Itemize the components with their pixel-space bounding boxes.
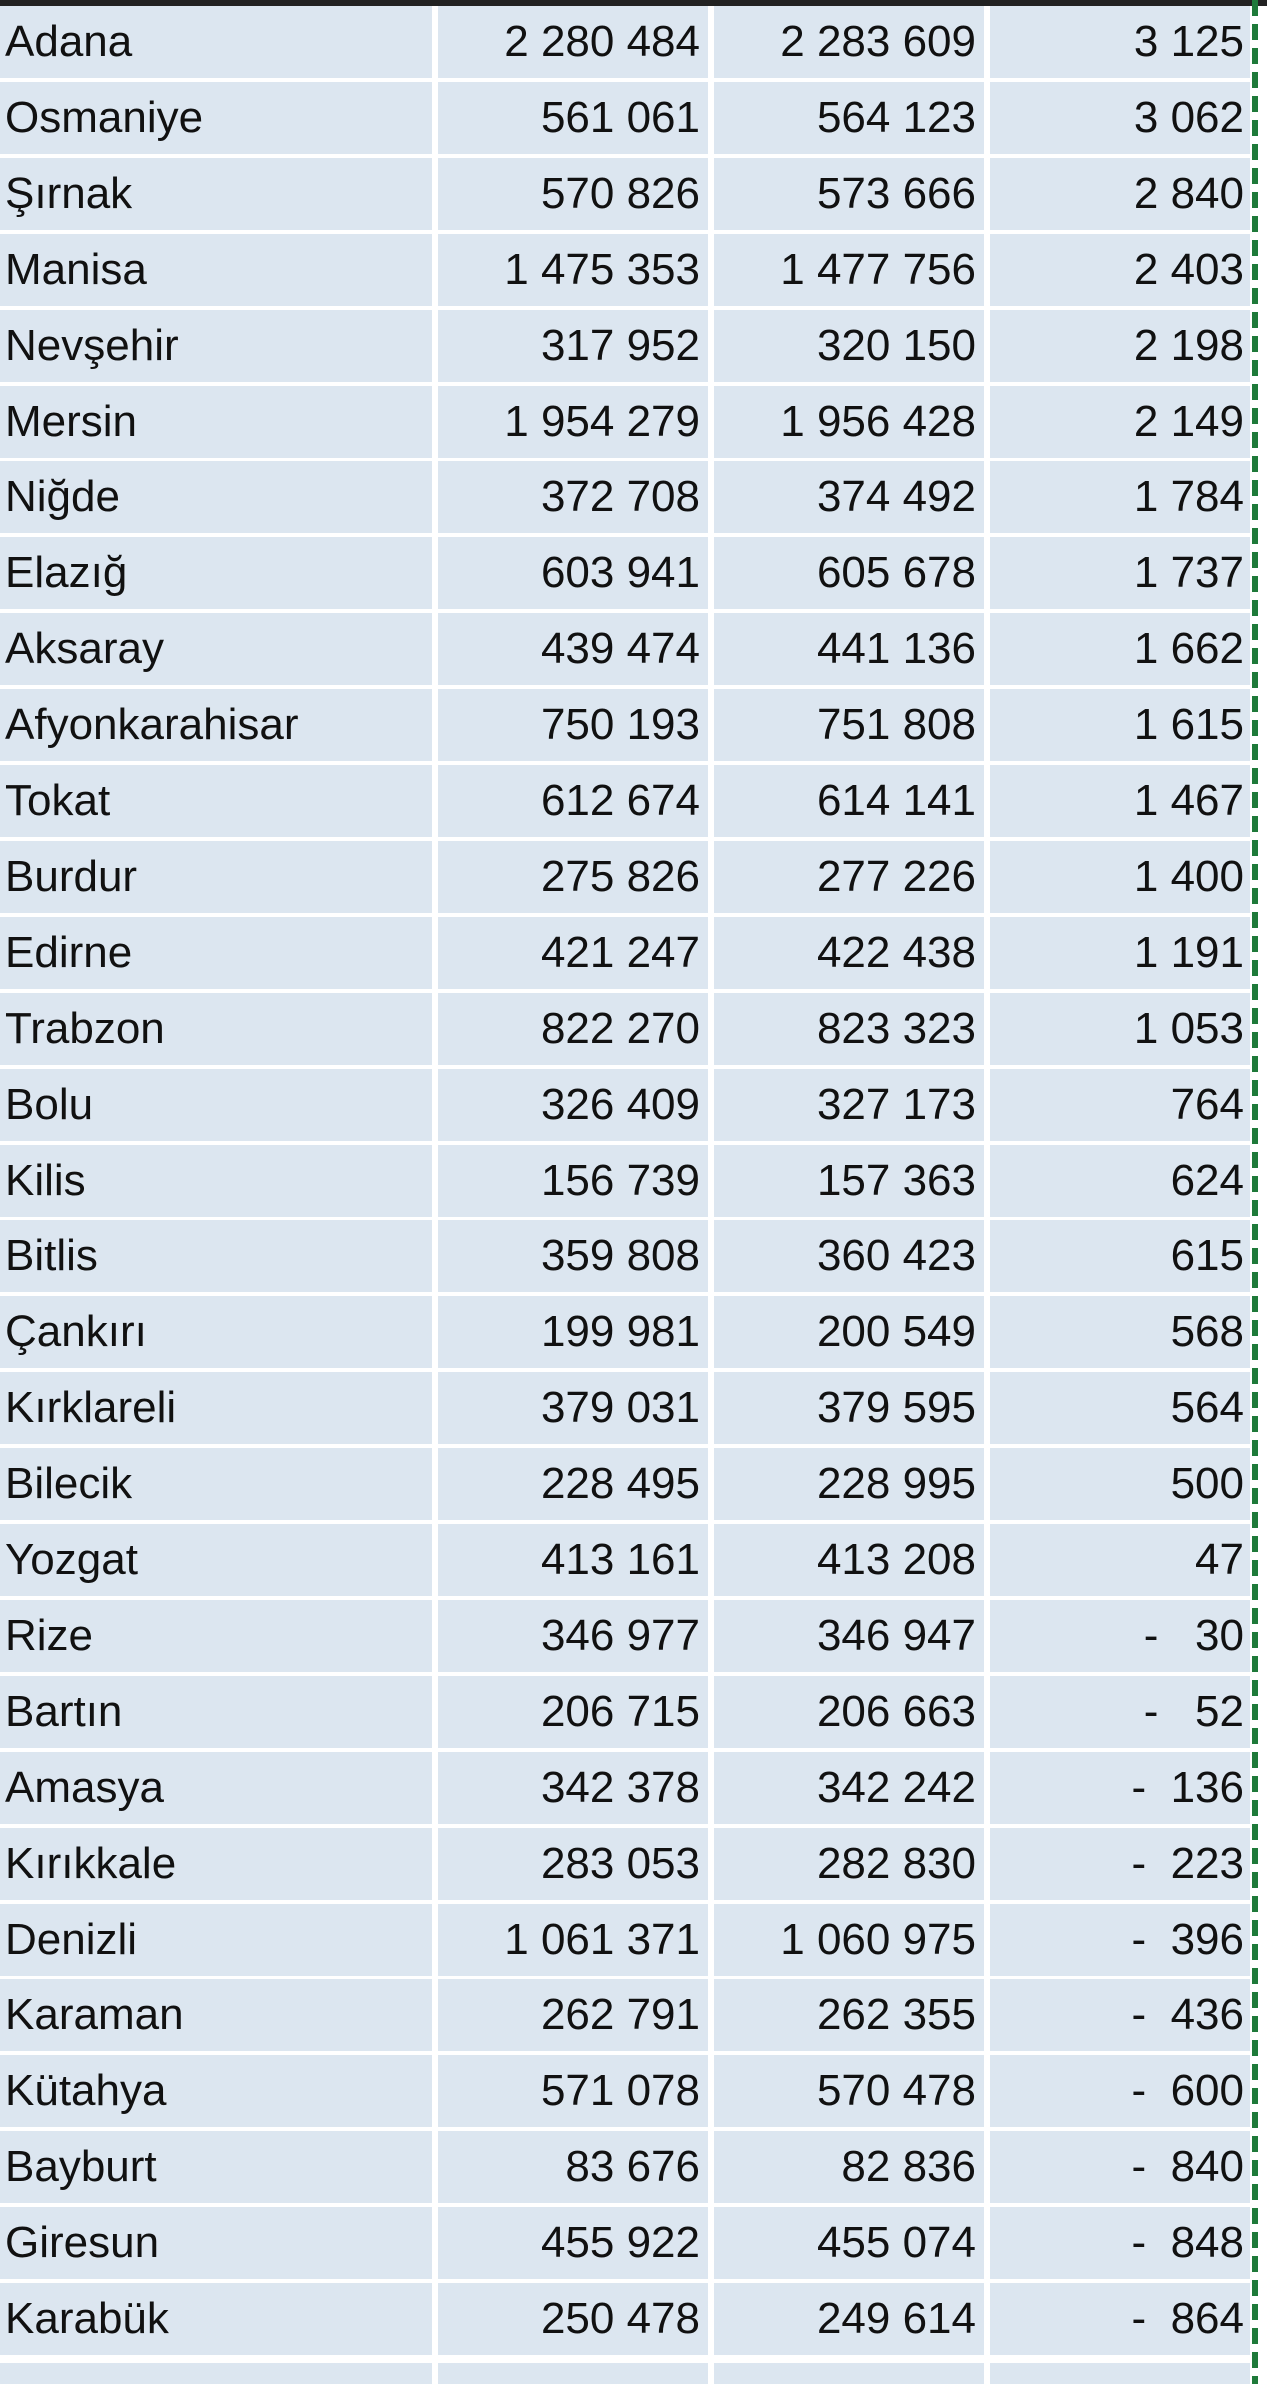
province-cell[interactable]: Yozgat bbox=[0, 1524, 432, 1596]
population-year1-cell[interactable]: 346 977 bbox=[438, 1600, 708, 1672]
population-change-cell[interactable]: 1 615 bbox=[990, 689, 1250, 761]
population-change-cell[interactable]: - 30 bbox=[990, 1600, 1250, 1672]
province-population-table bbox=[0, 6, 1250, 2384]
population-year1-cell[interactable]: 1 061 371 bbox=[438, 1904, 708, 1976]
population-year1-cell[interactable]: 612 674 bbox=[438, 765, 708, 837]
population-year1-cell[interactable]: 317 952 bbox=[438, 310, 708, 382]
population-year2-cell[interactable]: 206 663 bbox=[714, 1676, 984, 1748]
population-year1-cell[interactable]: 571 078 bbox=[438, 2055, 708, 2127]
province-cell[interactable]: Karaman bbox=[0, 1979, 432, 2051]
population-year1-cell[interactable]: 283 053 bbox=[438, 1828, 708, 1900]
population-year2-cell[interactable]: 228 995 bbox=[714, 1448, 984, 1520]
population-year1-cell[interactable]: 561 061 bbox=[438, 82, 708, 154]
population-change-cell[interactable]: 1 400 bbox=[990, 841, 1250, 913]
population-year1-cell[interactable]: 199 981 bbox=[438, 1296, 708, 1368]
province-cell[interactable]: Şırnak bbox=[0, 158, 432, 230]
population-year2-cell[interactable]: 751 808 bbox=[714, 689, 984, 761]
population-year1-cell[interactable]: 326 409 bbox=[438, 1069, 708, 1141]
table-row[interactable] bbox=[0, 461, 1250, 537]
population-change-cell[interactable]: 3 062 bbox=[990, 82, 1250, 154]
table-row[interactable] bbox=[0, 1752, 1250, 1828]
table-row[interactable] bbox=[0, 1372, 1250, 1448]
population-year2-cell[interactable]: 614 141 bbox=[714, 765, 984, 837]
table-row[interactable] bbox=[0, 6, 1250, 82]
population-change-cell[interactable]: - 396 bbox=[990, 1904, 1250, 1976]
population-year2-cell[interactable]: 1 060 975 bbox=[714, 1904, 984, 1976]
population-year1-cell[interactable]: 342 378 bbox=[438, 1752, 708, 1824]
population-change-cell[interactable]: 1 784 bbox=[990, 461, 1250, 533]
population-year2-cell[interactable]: 277 226 bbox=[714, 841, 984, 913]
province-cell[interactable]: Giresun bbox=[0, 2207, 432, 2279]
province-cell[interactable]: Adana bbox=[0, 6, 432, 78]
table-row[interactable] bbox=[0, 993, 1250, 1069]
population-year2-cell[interactable]: 320 150 bbox=[714, 310, 984, 382]
population-year2-cell[interactable]: 441 136 bbox=[714, 613, 984, 685]
population-year1-cell[interactable]: 603 941 bbox=[438, 537, 708, 609]
table-row[interactable] bbox=[0, 1220, 1250, 1296]
province-cell[interactable]: Kırıkkale bbox=[0, 1828, 432, 1900]
population-year1-cell[interactable]: 156 739 bbox=[438, 1145, 708, 1217]
population-change-cell[interactable]: 624 bbox=[990, 1145, 1250, 1217]
population-change-cell[interactable]: 2 149 bbox=[990, 386, 1250, 458]
selection-marquee-border bbox=[1252, 0, 1258, 2384]
population-change-cell[interactable]: 2 840 bbox=[990, 158, 1250, 230]
population-year2-cell[interactable]: 282 830 bbox=[714, 1828, 984, 1900]
population-year1-cell[interactable]: 1 475 353 bbox=[438, 234, 708, 306]
table-row[interactable] bbox=[0, 1676, 1250, 1752]
population-year2-cell[interactable]: 570 478 bbox=[714, 2055, 984, 2127]
population-year1-cell[interactable]: 83 676 bbox=[438, 2131, 708, 2203]
table-row[interactable] bbox=[0, 82, 1250, 158]
population-year2-cell[interactable]: 1 477 756 bbox=[714, 234, 984, 306]
population-year1-cell[interactable]: 275 826 bbox=[438, 841, 708, 913]
table-row[interactable] bbox=[0, 765, 1250, 841]
province-cell[interactable]: Mersin bbox=[0, 386, 432, 458]
table-row[interactable] bbox=[0, 1145, 1250, 1221]
table-row[interactable] bbox=[0, 1296, 1250, 1372]
table-row[interactable] bbox=[0, 613, 1250, 689]
province-cell[interactable]: Kırklareli bbox=[0, 1372, 432, 1444]
table-row[interactable] bbox=[0, 689, 1250, 765]
table-row[interactable] bbox=[0, 386, 1250, 462]
population-year2-cell[interactable]: 346 947 bbox=[714, 1600, 984, 1672]
population-change-cell[interactable]: 615 bbox=[990, 1220, 1250, 1292]
population-year2-cell[interactable]: 2 283 609 bbox=[714, 6, 984, 78]
next-row-partial bbox=[0, 2363, 1250, 2384]
population-year1-cell[interactable]: 372 708 bbox=[438, 461, 708, 533]
population-year1-cell[interactable]: 228 495 bbox=[438, 1448, 708, 1520]
population-year2-cell[interactable]: 823 323 bbox=[714, 993, 984, 1065]
population-year2-cell[interactable]: 564 123 bbox=[714, 82, 984, 154]
population-year2-cell[interactable]: 342 242 bbox=[714, 1752, 984, 1824]
population-change-cell[interactable]: 500 bbox=[990, 1448, 1250, 1520]
province-cell[interactable]: Denizli bbox=[0, 1904, 432, 1976]
population-year2-cell[interactable]: 455 074 bbox=[714, 2207, 984, 2279]
province-cell[interactable]: Trabzon bbox=[0, 993, 432, 1065]
table-row[interactable] bbox=[0, 1524, 1250, 1600]
population-year2-cell[interactable]: 200 549 bbox=[714, 1296, 984, 1368]
province-cell[interactable]: Kütahya bbox=[0, 2055, 432, 2127]
population-change-cell[interactable]: 1 467 bbox=[990, 765, 1250, 837]
table-row[interactable] bbox=[0, 234, 1250, 310]
province-cell[interactable]: Karabük bbox=[0, 2283, 432, 2355]
table-row[interactable] bbox=[0, 2283, 1250, 2359]
population-year1-cell[interactable]: 822 270 bbox=[438, 993, 708, 1065]
population-year1-cell[interactable]: 439 474 bbox=[438, 613, 708, 685]
province-cell[interactable]: Bilecik bbox=[0, 1448, 432, 1520]
province-cell[interactable]: Burdur bbox=[0, 841, 432, 913]
population-year2-cell[interactable]: 1 956 428 bbox=[714, 386, 984, 458]
population-change-cell[interactable]: - 864 bbox=[990, 2283, 1250, 2355]
table-row[interactable] bbox=[0, 1979, 1250, 2055]
population-change-cell[interactable]: 3 125 bbox=[990, 6, 1250, 78]
population-change-cell[interactable]: - 840 bbox=[990, 2131, 1250, 2203]
population-year1-cell[interactable]: 421 247 bbox=[438, 917, 708, 989]
table-row[interactable] bbox=[0, 2055, 1250, 2131]
population-change-cell[interactable]: 1 053 bbox=[990, 993, 1250, 1065]
province-cell[interactable]: Tokat bbox=[0, 765, 432, 837]
population-change-cell[interactable]: - 136 bbox=[990, 1752, 1250, 1824]
population-year2-cell[interactable]: 360 423 bbox=[714, 1220, 984, 1292]
table-row[interactable] bbox=[0, 2207, 1250, 2283]
population-year1-cell[interactable]: 206 715 bbox=[438, 1676, 708, 1748]
population-change-cell[interactable]: - 600 bbox=[990, 2055, 1250, 2127]
population-year2-cell[interactable]: 327 173 bbox=[714, 1069, 984, 1141]
province-cell[interactable]: Bayburt bbox=[0, 2131, 432, 2203]
population-year2-cell[interactable]: 413 208 bbox=[714, 1524, 984, 1596]
population-year2-cell[interactable]: 379 595 bbox=[714, 1372, 984, 1444]
table-row[interactable] bbox=[0, 1448, 1250, 1524]
population-year1-cell[interactable]: 2 280 484 bbox=[438, 6, 708, 78]
population-change-cell[interactable]: - 848 bbox=[990, 2207, 1250, 2279]
population-year1-cell[interactable]: 455 922 bbox=[438, 2207, 708, 2279]
province-cell[interactable]: Bitlis bbox=[0, 1220, 432, 1292]
province-cell[interactable]: Bartın bbox=[0, 1676, 432, 1748]
province-cell[interactable]: Aksaray bbox=[0, 613, 432, 685]
population-change-cell[interactable]: 764 bbox=[990, 1069, 1250, 1141]
table-row[interactable] bbox=[0, 158, 1250, 234]
population-year1-cell[interactable]: 1 954 279 bbox=[438, 386, 708, 458]
table-row[interactable] bbox=[0, 841, 1250, 917]
province-cell[interactable]: Amasya bbox=[0, 1752, 432, 1824]
province-cell[interactable]: Rize bbox=[0, 1600, 432, 1672]
population-year2-cell[interactable]: 157 363 bbox=[714, 1145, 984, 1217]
table-row[interactable] bbox=[0, 1069, 1250, 1145]
province-cell[interactable]: Elazığ bbox=[0, 537, 432, 609]
province-cell[interactable]: Edirne bbox=[0, 917, 432, 989]
province-cell[interactable]: Bolu bbox=[0, 1069, 432, 1141]
table-row[interactable] bbox=[0, 537, 1250, 613]
population-year1-cell[interactable]: 250 478 bbox=[438, 2283, 708, 2355]
population-change-cell[interactable]: 1 662 bbox=[990, 613, 1250, 685]
province-cell[interactable]: Kilis bbox=[0, 1145, 432, 1217]
province-cell[interactable]: Nevşehir bbox=[0, 310, 432, 382]
population-year1-cell[interactable]: 750 193 bbox=[438, 689, 708, 761]
table-row[interactable] bbox=[0, 310, 1250, 386]
table-row[interactable] bbox=[0, 1600, 1250, 1676]
table-row[interactable] bbox=[0, 1904, 1250, 1980]
population-change-cell[interactable]: 2 198 bbox=[990, 310, 1250, 382]
population-year2-cell[interactable]: 82 836 bbox=[714, 2131, 984, 2203]
population-year2-cell[interactable]: 374 492 bbox=[714, 461, 984, 533]
population-change-cell[interactable]: 564 bbox=[990, 1372, 1250, 1444]
population-year1-cell[interactable]: 262 791 bbox=[438, 1979, 708, 2051]
population-year2-cell[interactable]: 249 614 bbox=[714, 2283, 984, 2355]
population-year2-cell[interactable]: 422 438 bbox=[714, 917, 984, 989]
population-change-cell[interactable]: 47 bbox=[990, 1524, 1250, 1596]
population-year2-cell[interactable]: 605 678 bbox=[714, 537, 984, 609]
province-cell[interactable]: Niğde bbox=[0, 461, 432, 533]
population-year1-cell[interactable]: 359 808 bbox=[438, 1220, 708, 1292]
population-change-cell[interactable]: 1 737 bbox=[990, 537, 1250, 609]
population-year2-cell[interactable]: 573 666 bbox=[714, 158, 984, 230]
province-cell[interactable]: Manisa bbox=[0, 234, 432, 306]
population-change-cell[interactable]: 1 191 bbox=[990, 917, 1250, 989]
province-cell[interactable]: Çankırı bbox=[0, 1296, 432, 1368]
table-row[interactable] bbox=[0, 917, 1250, 993]
table-row[interactable] bbox=[0, 2131, 1250, 2207]
table-row[interactable] bbox=[0, 1828, 1250, 1904]
population-change-cell[interactable]: - 436 bbox=[990, 1979, 1250, 2051]
population-change-cell[interactable]: - 223 bbox=[990, 1828, 1250, 1900]
population-change-cell[interactable]: 2 403 bbox=[990, 234, 1250, 306]
population-change-cell[interactable]: 568 bbox=[990, 1296, 1250, 1368]
population-year2-cell[interactable]: 262 355 bbox=[714, 1979, 984, 2051]
population-change-cell[interactable]: - 52 bbox=[990, 1676, 1250, 1748]
province-cell[interactable]: Afyonkarahisar bbox=[0, 689, 432, 761]
population-year1-cell[interactable]: 413 161 bbox=[438, 1524, 708, 1596]
population-year1-cell[interactable]: 570 826 bbox=[438, 158, 708, 230]
province-cell[interactable]: Osmaniye bbox=[0, 82, 432, 154]
population-year1-cell[interactable]: 379 031 bbox=[438, 1372, 708, 1444]
